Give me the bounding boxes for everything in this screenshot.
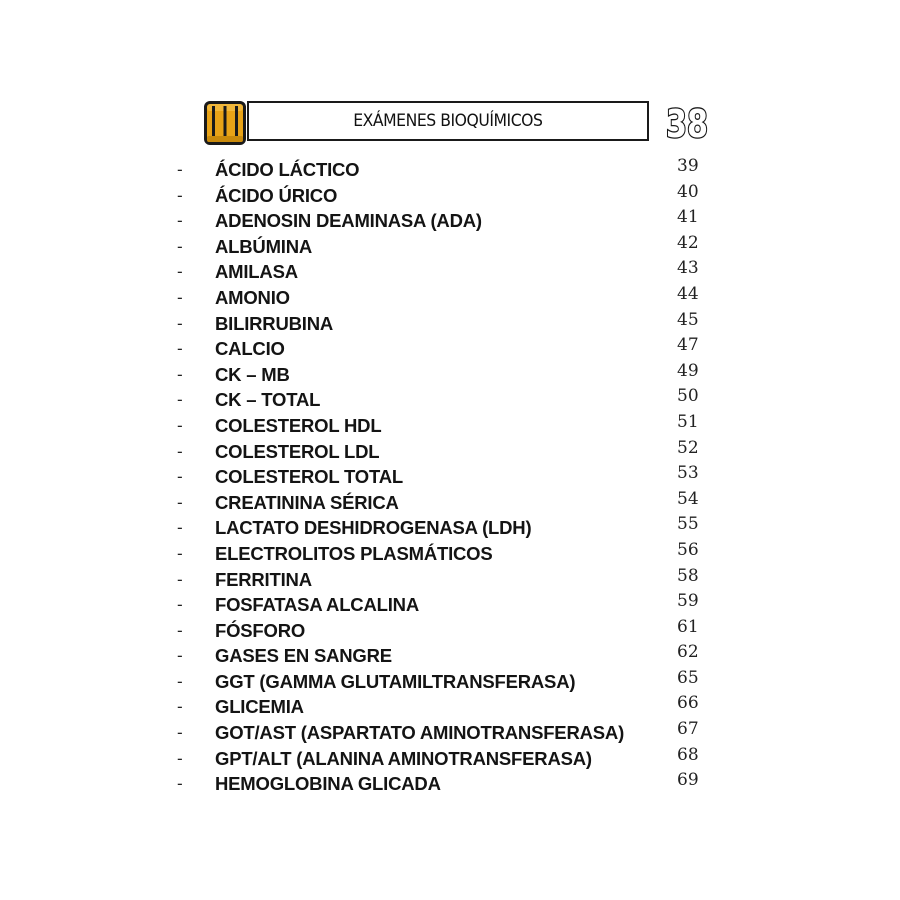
toc-entry-bullet: - — [177, 467, 183, 487]
toc-entry-title: CK – MB — [215, 363, 290, 385]
toc-entry[interactable] — [0, 541, 900, 567]
toc-entry-bullet: - — [177, 620, 183, 640]
toc-entry-bullet: - — [177, 236, 183, 256]
toc-entry-page: 68 — [677, 744, 699, 765]
toc-entry-bullet: - — [177, 313, 183, 333]
toc-entry-title: ELECTROLITOS PLASMÁTICOS — [215, 542, 493, 564]
toc-entry-bullet: - — [177, 441, 183, 461]
toc-entry-page: 53 — [677, 463, 699, 484]
toc-entry[interactable] — [0, 746, 900, 772]
toc-entry[interactable] — [0, 490, 900, 516]
page-number: 38 — [666, 102, 708, 146]
toc-entry-bullet: - — [177, 774, 183, 794]
toc-entry-bullet: - — [177, 492, 183, 512]
toc-entry[interactable] — [0, 720, 900, 746]
toc-entry-page: 61 — [677, 616, 699, 637]
toc-entry[interactable] — [0, 464, 900, 490]
toc-entry-title: LACTATO DESHIDROGENASA (LDH) — [215, 517, 532, 539]
toc-entry-bullet: - — [177, 748, 183, 768]
toc-entry-page: 47 — [677, 335, 699, 356]
toc-entry[interactable] — [0, 515, 900, 541]
toc-entry[interactable] — [0, 387, 900, 413]
toc-entry-bullet: - — [177, 697, 183, 717]
toc-entry-title: GOT/AST (ASPARTATO AMINOTRANSFERASA) — [215, 722, 625, 744]
toc-entry-bullet: - — [177, 595, 183, 615]
toc-entry-bullet: - — [177, 339, 183, 359]
toc-entry-title: ADENOSIN DEAMINASA (ADA) — [215, 210, 482, 232]
toc-entry-page: 45 — [677, 309, 699, 330]
toc-entry-bullet: - — [177, 262, 183, 282]
toc-entry[interactable] — [0, 234, 900, 260]
toc-entry[interactable] — [0, 183, 900, 209]
toc-entry[interactable] — [0, 413, 900, 439]
table-of-contents — [0, 157, 900, 797]
toc-entry-title: COLESTEROL LDL — [215, 440, 380, 462]
toc-entry-page: 67 — [677, 719, 699, 740]
toc-entry-title: CK – TOTAL — [215, 389, 321, 411]
toc-entry-title: BILIRRUBINA — [215, 312, 334, 334]
toc-entry[interactable] — [0, 592, 900, 618]
toc-entry-page: 49 — [677, 360, 699, 381]
toc-entry[interactable] — [0, 694, 900, 720]
toc-entry-page: 39 — [677, 156, 699, 176]
section-header — [203, 100, 713, 146]
toc-entry-title: FOSFATASA ALCALINA — [215, 594, 419, 616]
toc-entry-page: 52 — [677, 437, 699, 458]
toc-entry-page: 42 — [677, 232, 699, 253]
toc-entry-bullet: - — [177, 211, 183, 231]
open-book-icon — [203, 100, 247, 146]
toc-entry-page: 66 — [677, 693, 699, 714]
toc-entry-page: 65 — [677, 667, 699, 688]
toc-entry-page: 55 — [677, 514, 699, 535]
toc-entry-title: HEMOGLOBINA GLICADA — [215, 773, 441, 795]
toc-entry-bullet: - — [177, 671, 183, 691]
toc-entry[interactable] — [0, 157, 900, 183]
toc-entry-bullet: - — [177, 287, 183, 307]
toc-entry-title: AMONIO — [215, 286, 290, 308]
page-number-badge — [663, 100, 711, 144]
toc-entry-title: CALCIO — [215, 338, 285, 360]
toc-entry-page: 41 — [677, 207, 699, 228]
toc-entry-bullet: - — [177, 646, 183, 666]
toc-entry-bullet: - — [177, 723, 183, 743]
toc-entry-title: FÓSFORO — [215, 619, 306, 641]
toc-entry-page: 69 — [677, 770, 699, 791]
section-title-box — [247, 101, 649, 141]
toc-entry-bullet: - — [177, 518, 183, 538]
toc-entry-page: 59 — [677, 591, 699, 612]
toc-entry-page: 62 — [677, 642, 699, 663]
section-title: EXÁMENES BIOQUÍMICOS — [353, 111, 543, 131]
toc-entry-title: GLICEMIA — [215, 696, 304, 718]
toc-entry[interactable] — [0, 362, 900, 388]
toc-entry[interactable] — [0, 618, 900, 644]
toc-entry-title: COLESTEROL TOTAL — [215, 466, 403, 488]
toc-entry-page: 54 — [677, 488, 699, 509]
toc-entry-title: ÁCIDO LÁCTICO — [215, 159, 360, 180]
toc-entry-page: 50 — [677, 386, 699, 407]
toc-entry-bullet: - — [177, 185, 183, 205]
toc-entry-title: COLESTEROL HDL — [215, 414, 382, 436]
toc-entry-bullet: - — [177, 364, 183, 384]
toc-entry[interactable] — [0, 771, 900, 797]
toc-entry[interactable] — [0, 336, 900, 362]
toc-entry-page: 58 — [677, 565, 699, 586]
toc-entry-title: CREATININA SÉRICA — [215, 491, 399, 513]
toc-entry[interactable] — [0, 259, 900, 285]
toc-entry-page: 43 — [677, 258, 699, 279]
toc-entry[interactable] — [0, 285, 900, 311]
toc-entry[interactable] — [0, 669, 900, 695]
toc-entry-title: GPT/ALT (ALANINA AMINOTRANSFERASA) — [215, 747, 592, 769]
toc-entry[interactable] — [0, 643, 900, 669]
toc-entry-bullet: - — [177, 415, 183, 435]
toc-entry-bullet: - — [177, 569, 183, 589]
toc-entry-bullet: - — [177, 390, 183, 410]
toc-entry-title: GGT (GAMMA GLUTAMILTRANSFERASA) — [215, 670, 576, 692]
toc-entry[interactable] — [0, 439, 900, 465]
toc-entry-bullet: - — [177, 160, 183, 179]
toc-entry-title: ÁCIDO ÚRICO — [215, 184, 338, 206]
toc-entry[interactable] — [0, 311, 900, 337]
toc-entry-page: 56 — [677, 539, 699, 560]
toc-entry-bullet: - — [177, 543, 183, 563]
toc-entry[interactable] — [0, 208, 900, 234]
toc-entry-title: ALBÚMINA — [215, 235, 313, 257]
toc-entry[interactable] — [0, 567, 900, 593]
toc-entry-page: 40 — [677, 181, 699, 202]
toc-entry-title: GASES EN SANGRE — [215, 645, 392, 667]
toc-entry-title: FERRITINA — [215, 568, 312, 590]
toc-entry-page: 51 — [677, 411, 699, 432]
toc-entry-page: 44 — [677, 283, 699, 304]
toc-entry-title: AMILASA — [215, 261, 298, 283]
